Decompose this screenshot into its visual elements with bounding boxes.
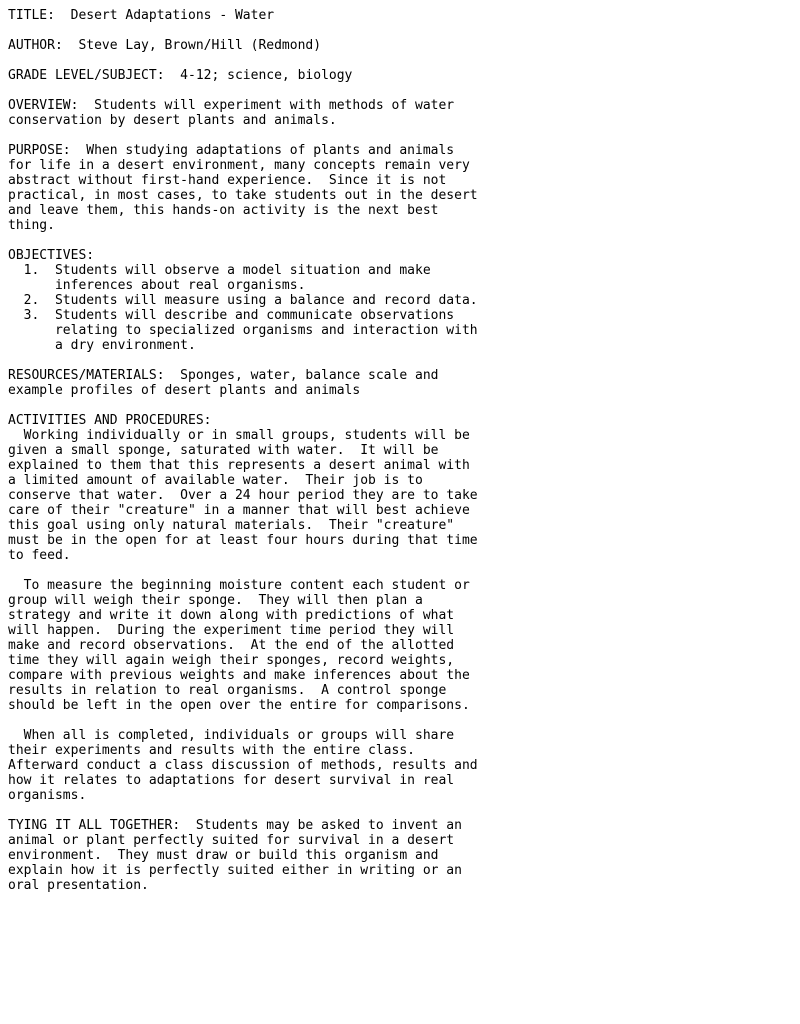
grade-level-line: GRADE LEVEL/SUBJECT: 4-12; science, biology xyxy=(8,68,353,83)
activities-paragraph-3: When all is completed, individuals or groups will share their experiments and results with the entire class. Afterward conduct a class discussion of methods, results and how it relates to adaptations for desert survival in real organisms. xyxy=(8,728,478,803)
activities-paragraph-1: Working individually or in small groups, students will be given a small sponge, saturated with water. It will be explained to them that this represents a desert animal with a limited amount of available water. Their job is to conserve that water. Over a 24 hour period they are to take care of their "creature" in a manner that will best achieve this goal using only natural materials. Their "creature" must be in the open for at least four hours during that time to feed. xyxy=(8,428,478,563)
objective-item-3: 3. Students will describe and communicate observations relating to specialized organisms and interaction with a dry environment. xyxy=(23,308,478,353)
objective-item-2: 2. Students will measure using a balance and record data. xyxy=(8,293,478,308)
overview-section: OVERVIEW: Students will experiment with methods of water conservation by desert plants and animals. xyxy=(8,98,455,128)
activities-paragraph-2: To measure the beginning moisture content each student or group will weigh their sponge. They will then plan a strategy and write it down along with predictions of what will happen. During the experiment time period they will make and record observations. At the end of the allotted time they will again weigh their sponges, record weights, compare with previous weights and make inferences about the results in relation to real organisms. A control sponge should be left in the open over the entire for comparisons. xyxy=(8,578,470,713)
author-line: AUTHOR: Steve Lay, Brown/Hill (Redmond) xyxy=(8,38,322,53)
title-line: TITLE: Desert Adaptations - Water xyxy=(8,8,275,23)
resources-section: RESOURCES/MATERIALS: Sponges, water, balance scale and example profiles of desert plants and animals xyxy=(8,368,439,398)
objectives-heading: OBJECTIVES: xyxy=(8,248,95,263)
activities-heading: ACTIVITIES AND PROCEDURES: xyxy=(8,413,212,428)
tying-together-section: TYING IT ALL TOGETHER: Students may be asked to invent an animal or plant perfectly suited for survival in a desert environment. They must draw or build this organism and explain how it is perfectly suited either in writing or an oral presentation. xyxy=(8,818,462,893)
purpose-section: PURPOSE: When studying adaptations of plants and animals for life in a desert environment, many concepts remain very abstract without first-hand experience. Since it is not practical, in most cases, to take students out in the desert and leave them, this hands-on activity is the next best thing. xyxy=(8,143,478,233)
objective-item-1: 1. Students will observe a model situation and make inferences about real organisms. xyxy=(23,263,431,293)
lesson-plan-document xyxy=(8,8,478,893)
